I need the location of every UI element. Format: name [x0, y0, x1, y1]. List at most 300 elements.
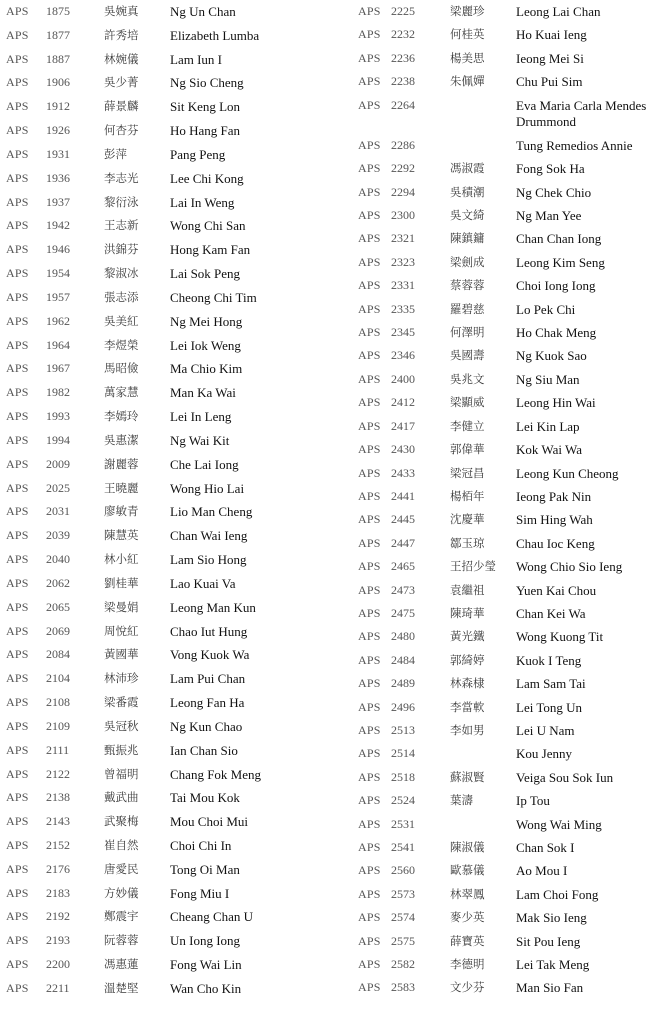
chinese-name: 沈慶華 — [450, 512, 485, 527]
chinese-name: 陳慧英 — [104, 528, 139, 543]
romanized-name: Tong Oi Man — [170, 861, 240, 877]
registry-number: 2062 — [46, 575, 70, 590]
registry-number: 2484 — [391, 652, 415, 667]
registry-code: APS — [6, 194, 29, 209]
list-item — [0, 453, 345, 477]
registry-code: APS — [6, 718, 29, 733]
chinese-name: 何澤明 — [450, 325, 485, 340]
registry-code: APS — [358, 886, 381, 901]
chinese-name: 戴武曲 — [104, 790, 139, 805]
list-item — [0, 596, 345, 620]
chinese-name: 吳兆文 — [450, 371, 485, 386]
registry-code: APS — [358, 582, 381, 597]
registry-number: 1877 — [46, 27, 70, 42]
list-item — [0, 763, 345, 787]
list-item — [0, 643, 345, 667]
registry-code: APS — [358, 535, 381, 550]
registry-code: APS — [6, 456, 29, 471]
chinese-name: 蔡蓉蓉 — [450, 278, 485, 293]
romanized-name: Ao Mou I — [516, 863, 568, 879]
list-item — [352, 321, 658, 344]
registry-number: 2560 — [391, 863, 415, 878]
list-item — [0, 739, 345, 763]
list-item — [352, 438, 658, 461]
list-item — [352, 227, 658, 250]
registry-number: 2192 — [46, 909, 70, 924]
registry-code: APS — [6, 647, 29, 662]
registry-code: APS — [6, 361, 29, 376]
list-item — [352, 672, 658, 695]
romanized-name: Wong Chio Sio Ieng — [516, 559, 623, 575]
list-item — [352, 883, 658, 906]
list-item — [352, 976, 658, 999]
chinese-name: 梁冠昌 — [450, 465, 485, 480]
registry-code: APS — [358, 605, 381, 620]
romanized-name: Wong Kuong Tit — [516, 629, 604, 645]
romanized-name: Ho Chak Meng — [516, 325, 597, 341]
registry-number: 1994 — [46, 432, 70, 447]
registry-code: APS — [6, 933, 29, 948]
list-item — [352, 766, 658, 789]
registry-code: APS — [6, 146, 29, 161]
chinese-name: 廖敏青 — [104, 504, 139, 519]
list-item — [0, 691, 345, 715]
registry-code: APS — [358, 722, 381, 737]
list-item — [0, 334, 345, 358]
registry-number: 2574 — [391, 910, 415, 925]
romanized-name: Lee Chi Kong — [170, 170, 244, 186]
registry-code: APS — [6, 885, 29, 900]
registry-code: APS — [358, 980, 381, 995]
chinese-name: 何杏芬 — [104, 123, 139, 138]
romanized-name: Lam Choi Fong — [516, 886, 599, 902]
chinese-name: 張志添 — [104, 289, 139, 304]
list-item — [352, 0, 658, 23]
registry-code: APS — [6, 671, 29, 686]
chinese-name: 謝麗蓉 — [104, 456, 139, 471]
registry-number: 2292 — [391, 161, 415, 176]
romanized-name: Kou Jenny — [516, 746, 572, 762]
chinese-name: 鄭震宇 — [104, 909, 139, 924]
chinese-name: 崔自然 — [104, 837, 139, 852]
romanized-name: Man Ka Wai — [170, 385, 236, 401]
romanized-name: Ng Wai Kit — [170, 432, 230, 448]
list-item — [352, 368, 658, 391]
registry-number: 2236 — [391, 50, 415, 65]
registry-number: 1875 — [46, 4, 70, 18]
registry-code: APS — [358, 863, 381, 878]
chinese-name: 李健立 — [450, 418, 485, 433]
registry-code: APS — [358, 676, 381, 691]
registry-code: APS — [6, 599, 29, 614]
registry-code: APS — [358, 699, 381, 714]
romanized-name: Lei Tak Meng — [516, 957, 590, 973]
romanized-name: Un Iong Iong — [170, 933, 241, 949]
registry-code: APS — [358, 50, 381, 65]
registry-number: 2430 — [391, 442, 415, 457]
chinese-name: 吳美紅 — [104, 313, 139, 328]
chinese-name: 林沛珍 — [104, 671, 139, 686]
registry-number: 1931 — [46, 146, 70, 161]
list-item — [0, 715, 345, 739]
registry-code: APS — [358, 418, 381, 433]
registry-code: APS — [6, 4, 29, 18]
chinese-name: 甄振兆 — [104, 742, 139, 757]
list-item — [352, 23, 658, 46]
romanized-name: Elizabeth Lumba — [170, 27, 260, 43]
list-item — [0, 0, 345, 24]
chinese-name: 阮蓉蓉 — [104, 933, 139, 948]
registry-code: APS — [6, 623, 29, 638]
list-item — [352, 462, 658, 485]
romanized-name: Veiga Sou Sok Iun — [516, 769, 614, 785]
chinese-name: 葉濤 — [450, 793, 473, 808]
list-item — [0, 310, 345, 334]
chinese-name: 薛景麟 — [104, 99, 139, 114]
registry-number: 2104 — [46, 671, 70, 686]
registry-code: APS — [358, 559, 381, 574]
romanized-name: Wan Cho Kin — [170, 980, 242, 996]
list-item — [352, 742, 658, 765]
registry-number: 2489 — [391, 676, 415, 691]
registry-code: APS — [358, 465, 381, 480]
romanized-name: Pang Peng — [170, 146, 226, 162]
registry-number: 2447 — [391, 535, 415, 550]
list-item — [352, 789, 658, 812]
romanized-name: Ng Kuok Sao — [516, 348, 587, 364]
romanized-name: Mak Sio Ieng — [516, 910, 587, 926]
registry-number: 1942 — [46, 218, 70, 233]
romanized-name: Cheang Chan U — [170, 909, 254, 925]
list-item — [0, 477, 345, 501]
registry-code: APS — [358, 442, 381, 457]
chinese-name: 吳國壽 — [450, 348, 485, 363]
chinese-name: 朱佩嬋 — [450, 74, 485, 89]
chinese-name: 吳冠秋 — [104, 718, 139, 733]
registry-code: APS — [358, 840, 381, 854]
chinese-name: 唐愛民 — [104, 861, 139, 876]
chinese-name: 王招少瑩 — [450, 559, 496, 574]
registry-number: 2323 — [391, 254, 415, 269]
list-item — [0, 786, 345, 810]
registry-number: 1993 — [46, 409, 70, 424]
registry-number: 2152 — [46, 837, 70, 852]
list-item — [352, 274, 658, 297]
romanized-name: Chang Fok Meng — [170, 766, 261, 782]
chinese-name: 吳惠潔 — [104, 432, 139, 447]
registry-code: APS — [6, 766, 29, 781]
chinese-name: 許秀培 — [104, 27, 139, 42]
registry-code: APS — [358, 395, 381, 410]
romanized-name: Cheong Chi Tim — [170, 289, 257, 305]
registry-number: 2480 — [391, 629, 415, 644]
chinese-name: 李如男 — [450, 722, 485, 737]
chinese-name: 吳積潮 — [450, 184, 485, 199]
registry-number: 1926 — [46, 123, 70, 138]
romanized-name: Choi Iong Iong — [516, 278, 596, 294]
registry-number: 2109 — [46, 718, 70, 733]
registry-number: 2176 — [46, 861, 70, 876]
list-item — [352, 134, 658, 157]
registry-number: 1887 — [46, 51, 70, 66]
romanized-name: Lo Pek Chi — [516, 301, 576, 317]
registry-number: 1962 — [46, 313, 70, 328]
romanized-name: Chan Kei Wa — [516, 605, 586, 621]
list-item — [352, 508, 658, 531]
list-item — [352, 391, 658, 414]
chinese-name: 李德明 — [450, 957, 485, 972]
chinese-name: 林婉儀 — [104, 51, 139, 66]
right-column — [352, 0, 658, 1000]
registry-number: 2331 — [391, 278, 415, 293]
registry-number: 2031 — [46, 504, 70, 519]
registry-number: 2573 — [391, 886, 415, 901]
registry-code: APS — [358, 816, 381, 831]
registry-number: 2111 — [46, 742, 70, 757]
list-item — [0, 71, 345, 95]
registry-code: APS — [358, 933, 381, 948]
romanized-name: Lam Sam Tai — [516, 676, 586, 692]
registry-number: 2193 — [46, 933, 70, 948]
list-item — [0, 834, 345, 858]
registry-code: APS — [358, 512, 381, 527]
romanized-name: Lei U Nam — [516, 722, 575, 738]
romanized-name: Chan Sok I — [516, 840, 575, 855]
romanized-name: Lei Kin Lap — [516, 418, 580, 434]
romanized-name: Leong Fan Ha — [170, 695, 245, 711]
romanized-name: Ian Chan Sio — [170, 742, 238, 758]
chinese-name: 黎衍泳 — [104, 194, 139, 209]
romanized-name: Ng Chek Chio — [516, 184, 592, 200]
registry-code: APS — [6, 742, 29, 757]
chinese-name: 陳鎮鏞 — [450, 231, 485, 246]
chinese-name: 郭綺婷 — [450, 652, 485, 667]
list-item — [0, 48, 345, 72]
registry-number: 2417 — [391, 418, 415, 433]
registry-number: 2465 — [391, 559, 415, 574]
registry-number: 2040 — [46, 552, 70, 567]
registry-number: 2138 — [46, 790, 70, 805]
romanized-name: Ng Kun Chao — [170, 718, 243, 734]
registry-number: 2294 — [391, 184, 415, 199]
chinese-name: 文少芬 — [450, 980, 485, 995]
romanized-name: Leong Kun Cheong — [516, 465, 619, 481]
registry-number: 2232 — [391, 27, 415, 42]
chinese-name: 周悅紅 — [104, 623, 139, 638]
registry-number: 1937 — [46, 194, 70, 209]
chinese-name: 馮惠蓮 — [104, 957, 139, 972]
registry-code: APS — [358, 74, 381, 89]
chinese-name: 梁番霞 — [104, 695, 139, 710]
registry-number: 1982 — [46, 385, 70, 400]
list-item — [352, 719, 658, 742]
list-item — [352, 181, 658, 204]
registry-code: APS — [6, 313, 29, 328]
list-item — [0, 381, 345, 405]
list-item — [0, 500, 345, 524]
list-item — [352, 696, 658, 719]
list-item — [0, 929, 345, 953]
registry-number: 2518 — [391, 769, 415, 784]
registry-number: 2238 — [391, 74, 415, 89]
romanized-name: Hong Kam Fan — [170, 242, 251, 258]
chinese-name: 劉桂華 — [104, 575, 139, 590]
registry-number: 2346 — [391, 348, 415, 363]
registry-code: APS — [358, 208, 381, 223]
registry-code: APS — [6, 909, 29, 924]
list-item — [0, 167, 345, 191]
registry-code: APS — [6, 695, 29, 710]
romanized-name: Choi Chi In — [170, 837, 232, 853]
registry-code: APS — [6, 504, 29, 519]
romanized-name: Mou Choi Mui — [170, 814, 249, 830]
chinese-name: 梁曼娟 — [104, 599, 139, 614]
list-item — [0, 667, 345, 691]
romanized-name: Tung Remedios Annie — [516, 137, 633, 153]
registry-code: APS — [358, 793, 381, 808]
chinese-name: 薛寶英 — [450, 933, 485, 948]
romanized-name: Leong Lai Chan — [516, 4, 601, 19]
chinese-name: 梁麗珍 — [450, 4, 485, 18]
romanized-name: Lam Sio Hong — [170, 552, 247, 568]
registry-number: 2531 — [391, 816, 415, 831]
list-item — [352, 625, 658, 648]
romanized-name: Leong Man Kun — [170, 599, 256, 615]
list-item — [352, 555, 658, 578]
list-item — [0, 95, 345, 119]
list-item — [352, 204, 658, 227]
registry-number: 1912 — [46, 99, 70, 114]
registry-number: 2009 — [46, 456, 70, 471]
romanized-name: Lam Pui Chan — [170, 671, 246, 687]
list-item — [352, 94, 658, 134]
chinese-name: 林森棣 — [450, 676, 485, 691]
registry-code: APS — [6, 75, 29, 90]
romanized-name: Eva Maria Carla Mendes Drummond — [516, 97, 647, 129]
registry-code: APS — [6, 980, 29, 995]
registry-code: APS — [6, 837, 29, 852]
chinese-name: 溫楚堅 — [104, 980, 139, 995]
chinese-name: 馬昭儉 — [104, 361, 139, 376]
registry-code: APS — [6, 385, 29, 400]
romanized-name: Ng Man Yee — [516, 208, 582, 224]
romanized-name: Chan Chan Iong — [516, 231, 602, 247]
list-item — [0, 620, 345, 644]
list-item — [0, 286, 345, 310]
list-item — [0, 882, 345, 906]
registry-code: APS — [6, 861, 29, 876]
list-item — [352, 251, 658, 274]
registry-number: 2300 — [391, 208, 415, 223]
chinese-name: 李志光 — [104, 170, 139, 185]
registry-number: 2335 — [391, 301, 415, 316]
list-item — [352, 415, 658, 438]
romanized-name: Leong Kim Seng — [516, 254, 605, 270]
romanized-name: Lei Tong Un — [516, 699, 583, 715]
registry-number: 2400 — [391, 371, 415, 386]
registry-number: 2575 — [391, 933, 415, 948]
list-item — [0, 191, 345, 215]
registry-number: 2225 — [391, 4, 415, 18]
registry-code: APS — [6, 432, 29, 447]
list-item — [352, 157, 658, 180]
registry-number: 2039 — [46, 528, 70, 543]
registry-number: 1967 — [46, 361, 70, 376]
registry-code: APS — [358, 746, 381, 761]
chinese-name: 萬家慧 — [104, 385, 139, 400]
chinese-name: 洪錦芬 — [104, 242, 139, 257]
registry-number: 2433 — [391, 465, 415, 480]
chinese-name: 吳文綺 — [450, 208, 485, 223]
registry-number: 2025 — [46, 480, 70, 495]
registry-number: 2108 — [46, 695, 70, 710]
chinese-name: 王志新 — [104, 218, 139, 233]
romanized-name: Sit Keng Lon — [170, 99, 241, 115]
list-item — [352, 836, 658, 859]
list-item — [352, 70, 658, 93]
registry-code: APS — [358, 184, 381, 199]
registry-code: APS — [358, 769, 381, 784]
romanized-name: Kok Wai Wa — [516, 442, 583, 458]
romanized-name: Vong Kuok Wa — [170, 647, 250, 663]
chinese-name: 李嫣玲 — [104, 409, 139, 424]
chinese-name: 袁繼祖 — [450, 582, 485, 597]
registry-number: 1936 — [46, 170, 70, 185]
registry-code: APS — [6, 218, 29, 233]
romanized-name: Wong Chi San — [170, 218, 246, 234]
registry-code: APS — [358, 278, 381, 293]
registry-number: 2122 — [46, 766, 70, 781]
chinese-name: 羅碧慈 — [450, 301, 485, 316]
chinese-name: 林翠鳳 — [450, 886, 485, 901]
romanized-name: Sit Pou Ieng — [516, 933, 581, 949]
registry-number: 1957 — [46, 289, 70, 304]
romanized-name: Ma Chio Kim — [170, 361, 243, 377]
chinese-name: 王曉麗 — [104, 480, 139, 495]
chinese-name: 楊美思 — [450, 50, 485, 65]
chinese-name: 吳婉真 — [104, 4, 139, 18]
list-item — [0, 858, 345, 882]
registry-number: 2496 — [391, 699, 415, 714]
chinese-name: 陳淑儀 — [450, 840, 485, 854]
registry-code: APS — [6, 552, 29, 567]
registry-code: APS — [358, 4, 381, 18]
list-item — [0, 24, 345, 48]
chinese-name: 歐慕儀 — [450, 863, 485, 878]
chinese-name: 武聚梅 — [104, 814, 139, 829]
registry-code: APS — [6, 480, 29, 495]
registry-code: APS — [358, 254, 381, 269]
chinese-name: 李當軟 — [450, 699, 485, 714]
registry-code: APS — [358, 137, 381, 152]
registry-number: 2211 — [46, 980, 70, 995]
registry-code: APS — [358, 231, 381, 246]
romanized-name: Lao Kuai Va — [170, 575, 236, 591]
romanized-name: Ip Tou — [516, 793, 550, 809]
list-item — [0, 214, 345, 238]
list-item — [0, 905, 345, 929]
list-item — [352, 47, 658, 70]
registry-code: APS — [358, 301, 381, 316]
chinese-name: 陳琦華 — [450, 605, 485, 620]
registry-code: APS — [358, 348, 381, 363]
registry-code: APS — [358, 629, 381, 644]
romanized-name: Che Lai Iong — [170, 456, 239, 472]
list-item — [0, 119, 345, 143]
registry-number: 2065 — [46, 599, 70, 614]
registry-number: 2084 — [46, 647, 70, 662]
list-item — [0, 357, 345, 381]
